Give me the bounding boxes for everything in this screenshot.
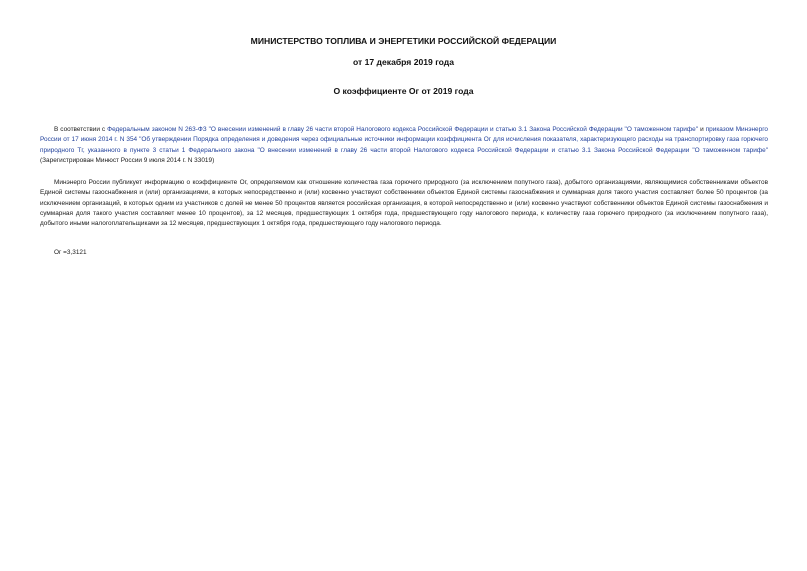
paragraph-coefficient-definition: Минэнерго России публикует информацию о коэффициенте Ог, определяемом как отношение количества газа горючего природного (за исключением попутного газа), добытого организациями, являющимися собственниками объектов Единой системы газоснабжения и (или) организациями, в которых непосредственно и (или) косвенно участвуют собственники объектов Единой системы газоснабжения и суммарная доля такого участия составляет более 50 процентов (за исключением организаций, в которых одним из участников с долей не менее 50 процентов является российская организация, в которой непосредственно и (или) косвенно участвуют собственники объектов Единой системы газоснабжения и суммарная доля такого участия составляет менее 10 процентов), за 12 месяцев, предшествующих 1 октября года, предшествующего году налогового периода, к количеству газа горючего природного (за исключением попутного газа), добытого иными налогоплательщиками за 12 месяцев, предшествующих 1 октября года, предшествующего году налогового периода. — [40, 179, 768, 228]
document-title: О коэффициенте Ог от 2019 года — [333, 86, 474, 96]
para1-text-start: В соответствии с — [54, 126, 108, 133]
coefficient-value: Ог =3,3121 — [54, 249, 87, 256]
ministry-heading: МИНИСТЕРСТВО ТОПЛИВА И ЭНЕРГЕТИКИ РОССИЙСКОЙ ФЕДЕРАЦИИ — [250, 36, 557, 46]
para1-text-registration: (Зарегистрирован Минюст России 9 июля 2014 г. N 33019) — [40, 156, 215, 164]
document-date: от 17 декабря 2019 года — [352, 57, 455, 67]
federal-law-link[interactable]: Федеральным законом N 263-ФЗ "О внесении изменений в главу 26 части второй Налогового кодекса Российской Федерации и статью 3.1 Закона Российской Федерации "О таможенном тарифе" — [107, 126, 699, 133]
paragraph-legal-basis — [40, 125, 768, 166]
ministry-order-link[interactable]: приказом Минэнерго России от 17 июня 2014 г. N 354 "Об утверждении Порядка определения и доведения через официальные источники информации коэффициента Ог для исчисления показателя, характеризующего расходы на транспортировку газа горючего природного Тг, указанного в пункте 3 статьи 1 Федерального закона "О внесении изменений в главу 26 части второй Налогового кодекса Российской Федерации и статью 3.1 Закона Российской Федерации "О таможенном тарифе" — [40, 126, 768, 154]
para1-text-and: и — [698, 126, 706, 133]
